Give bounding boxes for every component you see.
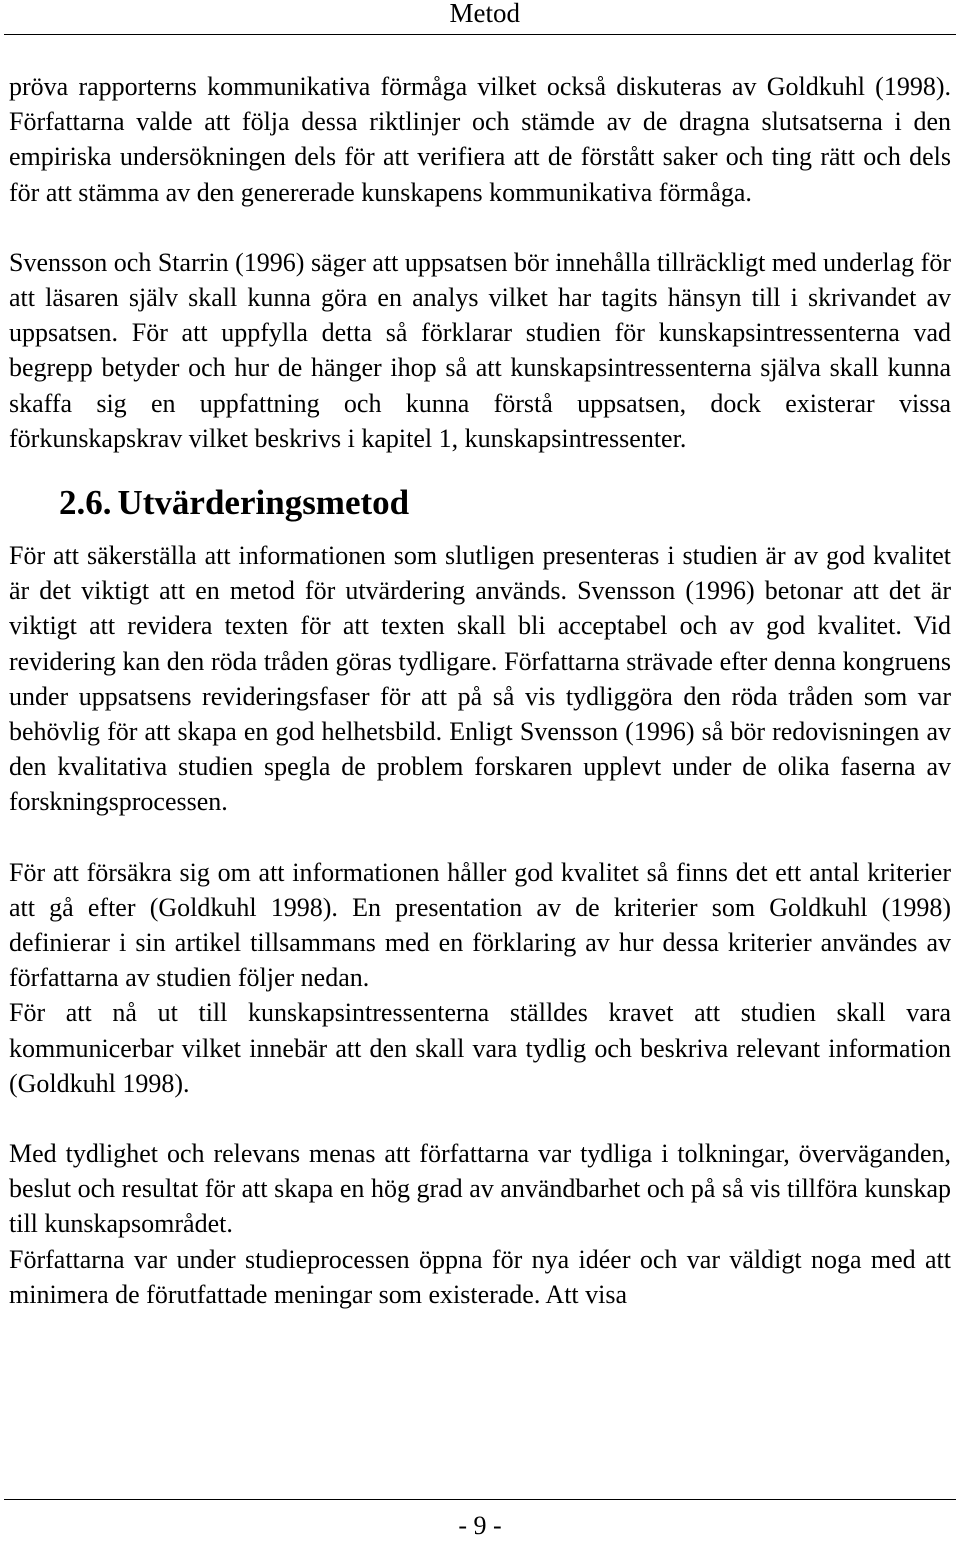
paragraph-kriterier: För att försäkra sig om att informationen håller god kvalitet så finns det ett antal kriterier att gå efter (Goldkuhl 1998). En presentation av de kriterier som Goldkuhl (1998) definierar i sin artikel tillsammans med en förklaring av hur dessa kriterier användes av författarna av studien följer nedan. (9, 857, 951, 993)
page-number: - 9 - (458, 1511, 502, 1540)
section-number: 2.6. (59, 483, 112, 523)
running-header-title: Metod (449, 0, 520, 28)
paragraph-svensson-starrin: Svensson och Starrin (1996) säger att uppsatsen bör innehålla tillräckligt med underlag för att läsaren själv skall kunna göra en analys vilket har tagits hänsyn till i skrivandet av uppsatsen. För att uppfylla detta så förklarar studien för kunskapsintressenterna vad begrepp betyder och hur de hänger ihop så att kunskapsintressenterna själva skall kunna skaffa sig en uppfattning och kunna förstå uppsatsen, dock existerar vissa förkunskapskrav vilket beskrivs i kapitel 1, kunskapsintressenter. (9, 247, 951, 453)
paragraph-oppenhet: Författarna var under studieprocessen öppna för nya idéer och var väldigt noga med att minimera de förutfattade meningar som existerade. Att visa (9, 1244, 951, 1309)
paragraph-spacer (9, 820, 951, 855)
header-divider (4, 34, 956, 35)
paragraph-rapporterns-formaga: pröva rapporterns kommunikativa förmåga vilket också diskuteras av Goldkuhl (1998). Författarna valde att följa dessa riktlinjer och stämde av de dragna slutsatserna i den empiriska undersökningen dels för att verifiera att de förstått saker och ting rätt och dels för att stämma av den genererade kunskapens kommunikativa förmåga. (9, 72, 951, 207)
section-title: Utvärderingsmetod (117, 483, 410, 523)
paragraph-spacer (9, 1101, 951, 1136)
section-heading (9, 476, 951, 530)
page-body (9, 69, 951, 1312)
paragraph-tydlighet-relevans: Med tydlighet och relevans menas att författarna var tydliga i tolkningar, överväganden, beslut och resultat för att skapa en hög grad av användbarhet och på så vis tillföra kunskap till kunskapsområdet. (9, 1139, 951, 1239)
paragraph-kommunicerbar: För att nå ut till kunskapsintressenterna ställdes kravet att studien skall vara kommunicerbar vilket innebär att den skall vara tydlig och beskriva relevant information (Goldkuhl 1998). (9, 998, 951, 1098)
paragraph-utvardering: För att säkerställa att informationen som slutligen presenteras i studien är av god kvalitet är det viktigt att en metod för utvärdering används. Svensson (1996) betonar att det är viktigt att revidera texten för att texten skall bli acceptabel och av god kvalitet. Vid revidering kan den röda tråden göras tydligare. Författarna strävade efter denna kongruens under uppsatsens revideringsfaser för att på så vis tydliggöra den röda tråden som var behövlig för att skapa en god helhetsbild. Enligt Svensson (1996) så bör redovisningen av den kvalitativa studien spegla de problem forskaren upplevt under de olika faserna av forskningsprocessen. (9, 541, 951, 817)
page-header (0, 0, 960, 36)
paragraph-spacer (9, 210, 951, 245)
footer-divider (4, 1499, 956, 1500)
